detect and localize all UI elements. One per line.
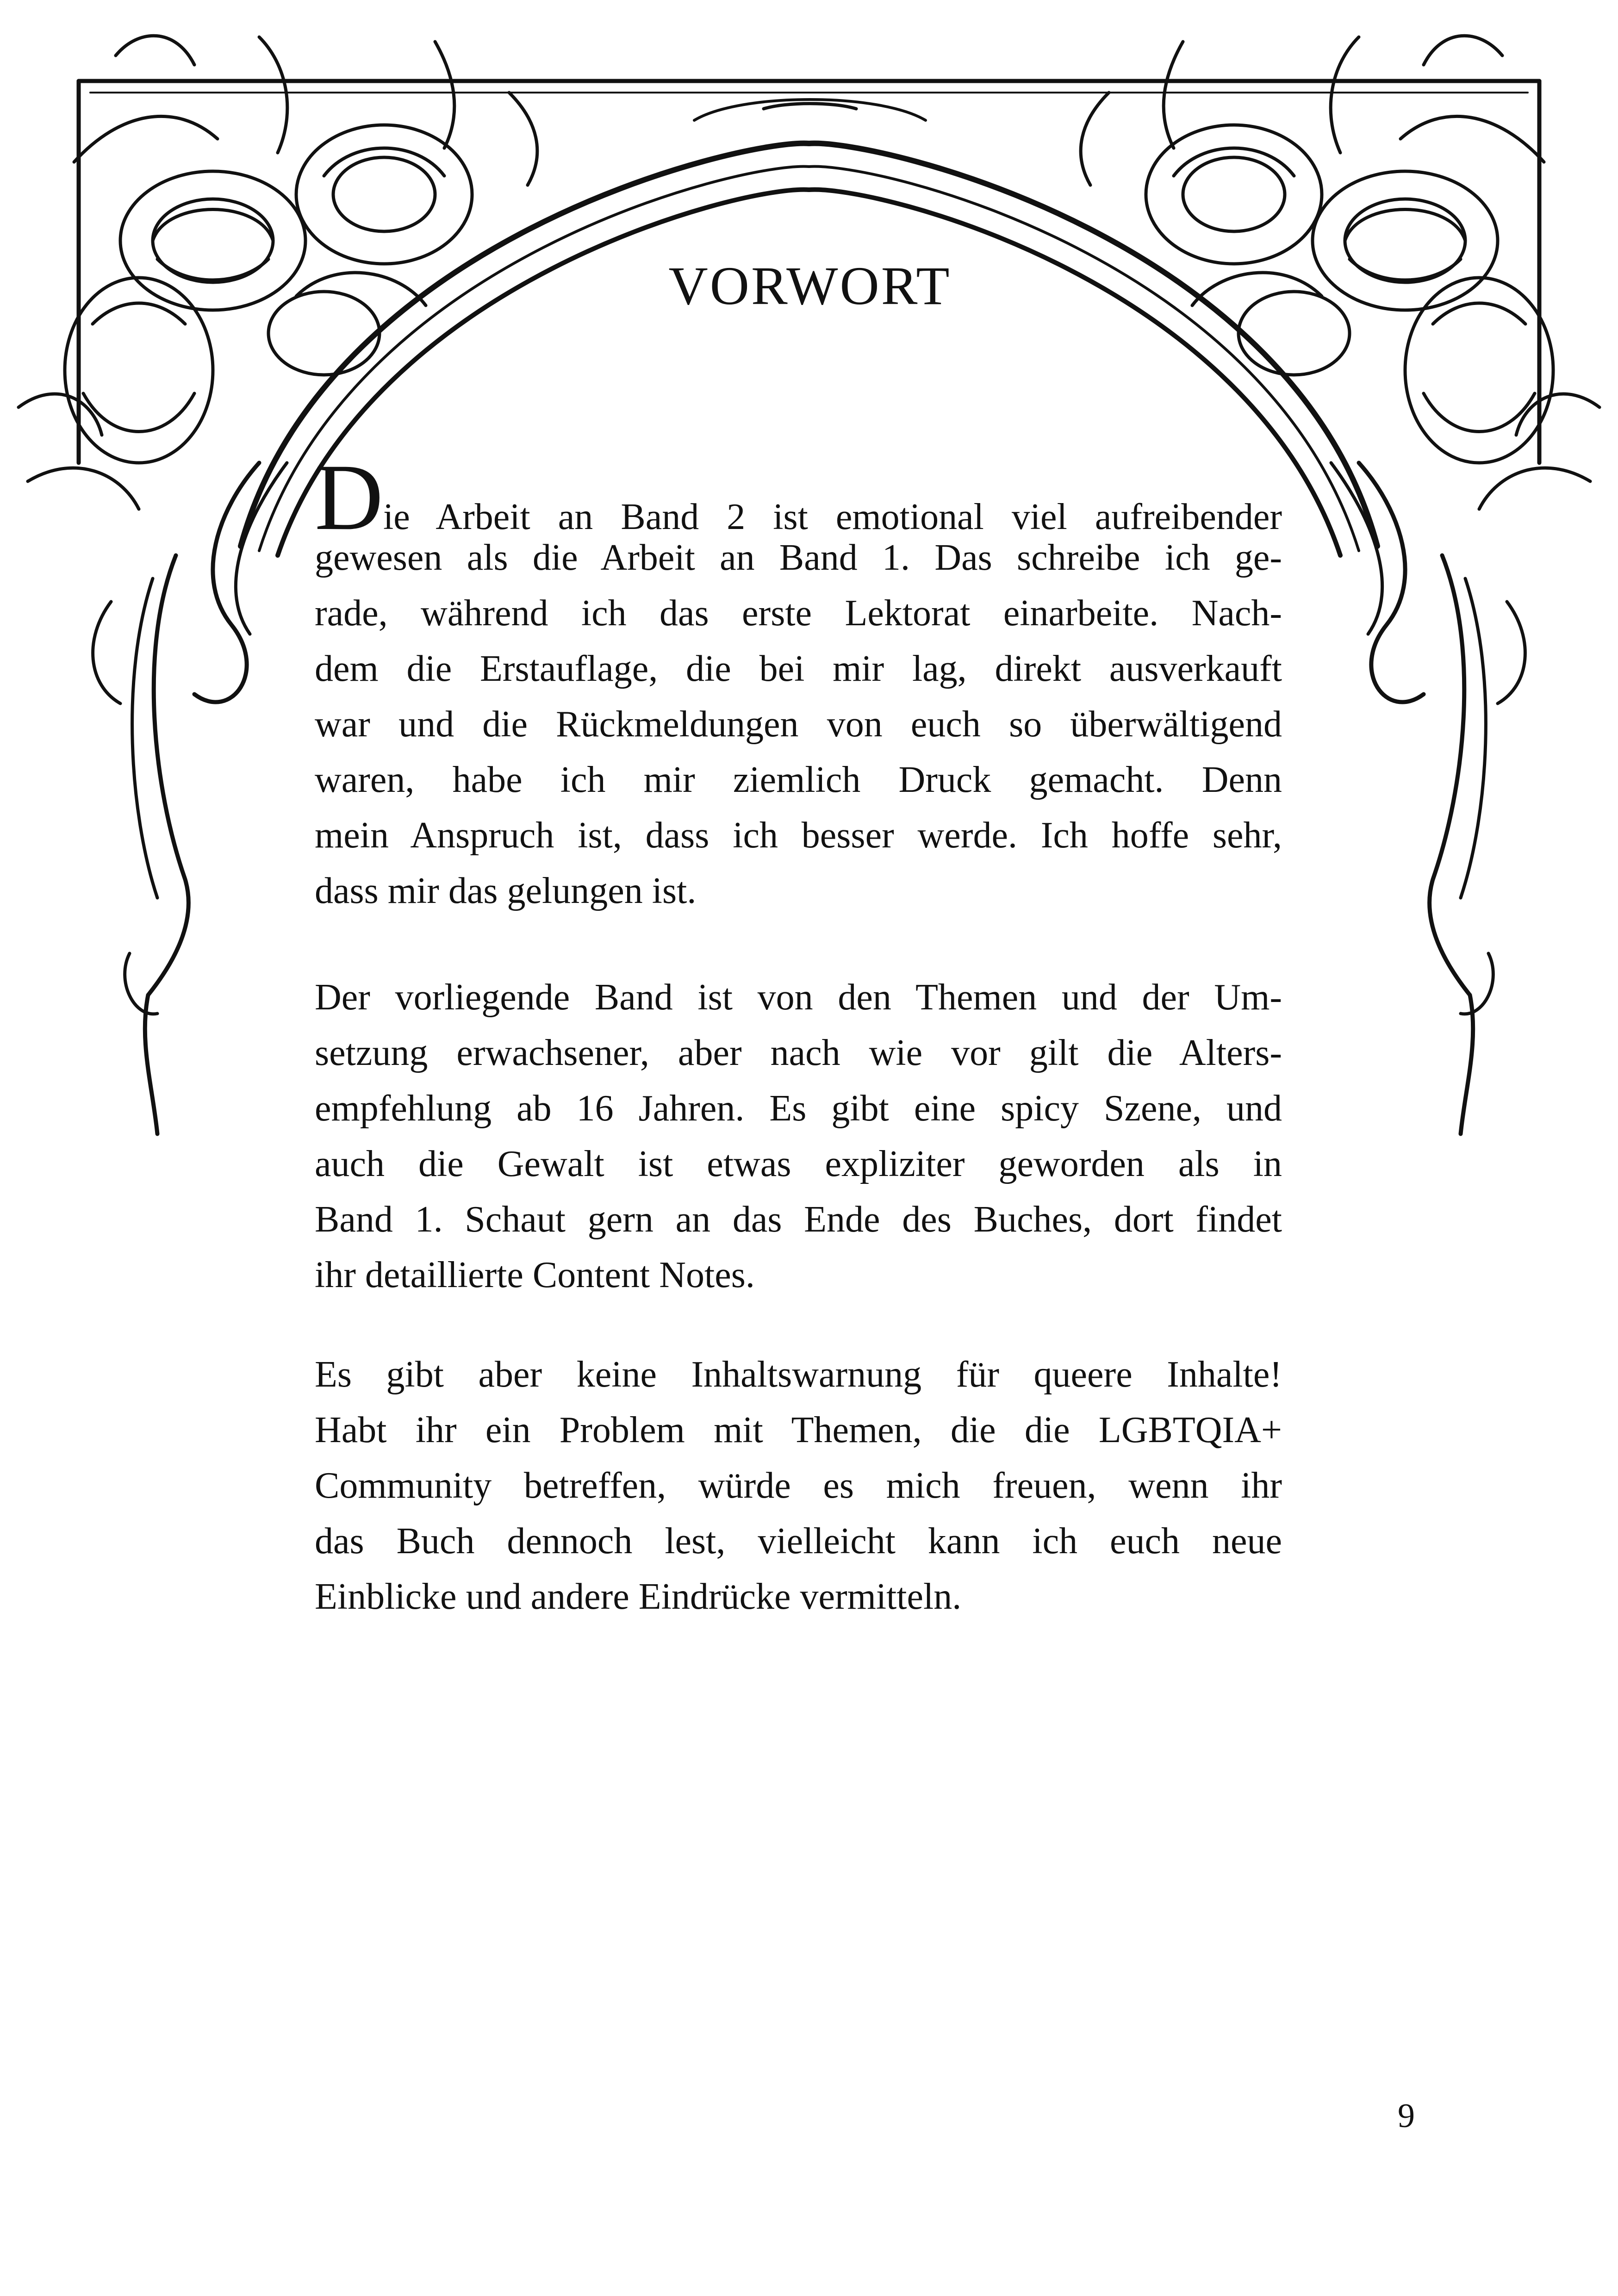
text-line: empfehlung ab 16 Jahren. Es gibt eine spicy Szene, und xyxy=(315,1088,1282,1129)
text-line: waren, habe ich mir ziemlich Druck gemacht. Denn xyxy=(315,759,1282,800)
text-line: Die Arbeit an Band 2 ist emotional viel aufreibender xyxy=(315,445,1282,550)
text-line: Einblicke und andere Eindrücke vermitteln. xyxy=(315,1576,962,1617)
paragraph-queer-content xyxy=(315,1347,1282,1624)
text-line: das Buch dennoch lest, vielleicht kann ich euch neue xyxy=(315,1521,1282,1562)
text-line: Community betreffen, würde es mich freuen, wenn ihr xyxy=(315,1465,1282,1506)
text-line: Der vorliegende Band ist von den Themen und der Um- xyxy=(315,977,1282,1018)
page-number: 9 xyxy=(1398,2097,1415,2135)
paragraph-intro xyxy=(315,445,1282,919)
text-line: setzung erwachsener, aber nach wie vor gilt die Alters- xyxy=(315,1033,1282,1073)
text-line: gewesen als die Arbeit an Band 1. Das schreibe ich ge- xyxy=(315,537,1282,578)
text-line: auch die Gewalt ist etwas expliziter geworden als in xyxy=(315,1144,1282,1184)
text-line: Es gibt aber keine Inhaltswarnung für queere Inhalte! xyxy=(315,1354,1282,1395)
text-line: Band 1. Schaut gern an das Ende des Buches, dort findet xyxy=(315,1199,1282,1240)
text-line: Habt ihr ein Problem mit Themen, die die LGBTQIA+ xyxy=(315,1410,1282,1450)
text-line: rade, während ich das erste Lektorat einarbeite. Nach- xyxy=(315,593,1282,634)
drop-cap: D xyxy=(315,445,384,550)
text-line: mein Anspruch ist, dass ich besser werde. Ich hoffe sehr, xyxy=(315,815,1282,856)
text-line: ihr detaillierte Content Notes. xyxy=(315,1255,755,1295)
paragraph-content-info xyxy=(315,970,1282,1303)
text-line: dass mir das gelungen ist. xyxy=(315,871,697,911)
text-line: dem die Erstauflage, die bei mir lag, direkt ausverkauft xyxy=(315,648,1282,689)
text-line: war und die Rückmeldungen von euch so überwältigend xyxy=(315,704,1282,745)
page-title: VORWORT xyxy=(668,255,952,316)
